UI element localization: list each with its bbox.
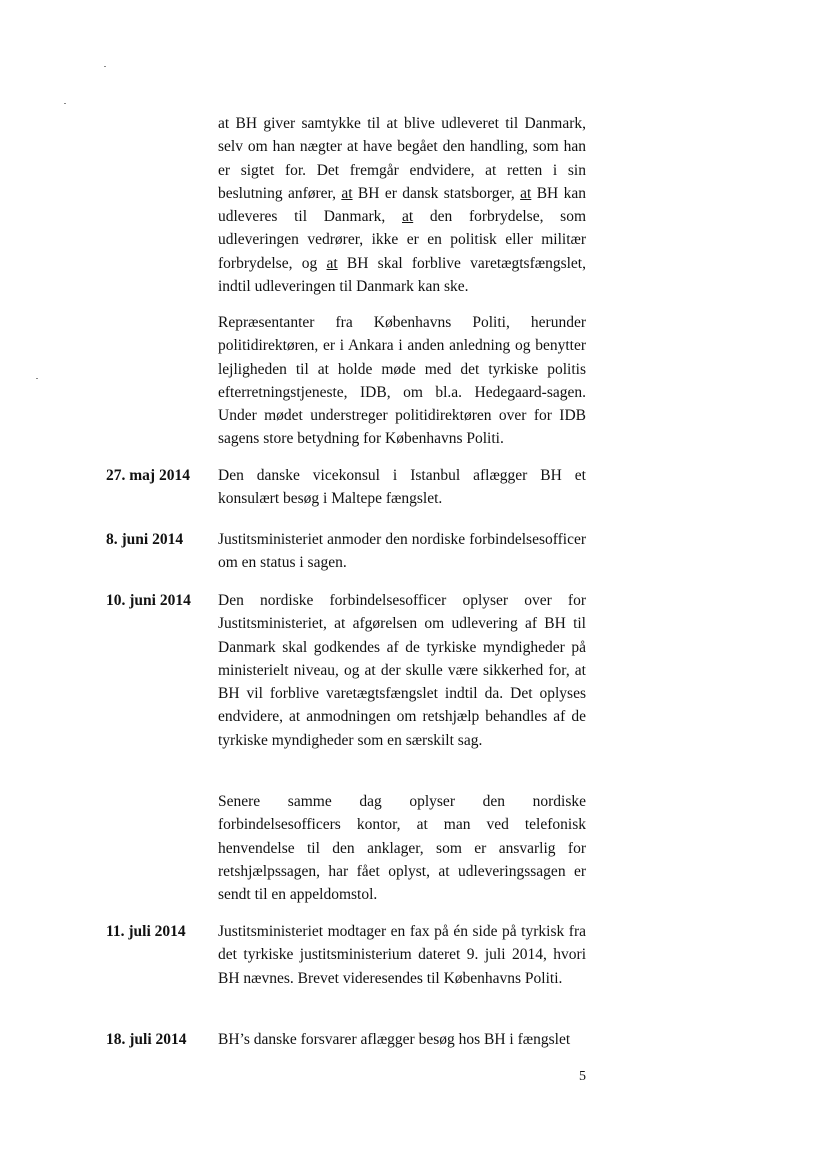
paragraph-text: Den nordiske forbindelsesofficer oplyser over for Justitsministeriet, at afgørelsen om udlevering af BH til Danmark skal godkendes af de tyrkiske myndigheder på ministerielt niveau, og at der skulle være sikkerhed for, at BH vil forblive varetægtsfængslet indtil da. Det oplyses endvidere, at anmodningen om retshjælp behandles af de tyrkiske myndigheder som en særskilt sag. (218, 592, 586, 749)
paragraph-text: Justitsministeriet anmoder den nordiske forbindelsesofficer om en status i sagen. (218, 531, 586, 572)
scan-speck (104, 66, 106, 67)
paragraph-text: Justitsministeriet modtager en fax på én side på tyrkisk fra det tyrkiske justitsministerium dateret 9. juli 2014, hvori BH nævnes. Brevet videresendes til Københavns Politi. (218, 923, 586, 987)
entry-date: 11. juli 2014 (106, 923, 186, 940)
entry-body (218, 790, 586, 906)
continuation-paragraph-1 (218, 112, 586, 298)
entry-body (218, 464, 586, 511)
continuation-paragraph-2 (218, 311, 586, 451)
paragraph-text: at BH giver samtykke til at blive udleveret til Danmark, selv om han nægter at have begået den handling, som han er sigtet for. Det fremgår endvidere, at retten i sin beslutning anfører, at BH er dansk statsborger, at BH kan udleveres til Danmark, at den forbrydelse, som udleveringen vedrører, ikke er en politisk eller militær forbrydelse, og at BH skal forblive varetægtsfængslet, indtil udleveringen til Danmark kan ske. (218, 115, 586, 296)
page-number: 5 (579, 1069, 586, 1084)
entry-date: 8. juni 2014 (106, 531, 184, 548)
entry-date: 10. juni 2014 (106, 592, 191, 609)
scan-speck (36, 378, 38, 379)
scan-speck (64, 103, 66, 104)
paragraph-text: Den danske vicekonsul i Istanbul aflægger BH et konsulært besøg i Maltepe fængslet. (218, 467, 586, 508)
paragraph-text: Senere samme dag oplyser den nordiske forbindelsesofficers kontor, at man ved telefonisk henvendelse til den anklager, som er ansvarlig for retshjælpssagen, har fået oplyst, at udleveringssagen er sendt til en appeldomstol. (218, 793, 586, 904)
paragraph-text: Repræsentanter fra Københavns Politi, herunder politidirektøren, er i Ankara i anden anledning og benytter lejligheden til at holde møde med det tyrkiske politis efterretningstjeneste, IDB, om bl.a. Hedegaard-sagen. Under mødet understreger politidirektøren over for IDB sagens store betydning for Københavns Politi. (218, 314, 586, 448)
entry-body (218, 920, 586, 990)
entry-date: 27. maj 2014 (106, 467, 190, 484)
entry-body (218, 589, 586, 752)
paragraph-text: BH’s danske forsvarer aflægger besøg hos BH i fængslet (218, 1031, 571, 1048)
entry-date: 18. juli 2014 (106, 1031, 187, 1048)
entry-body (218, 1028, 586, 1051)
entry-body (218, 528, 586, 575)
